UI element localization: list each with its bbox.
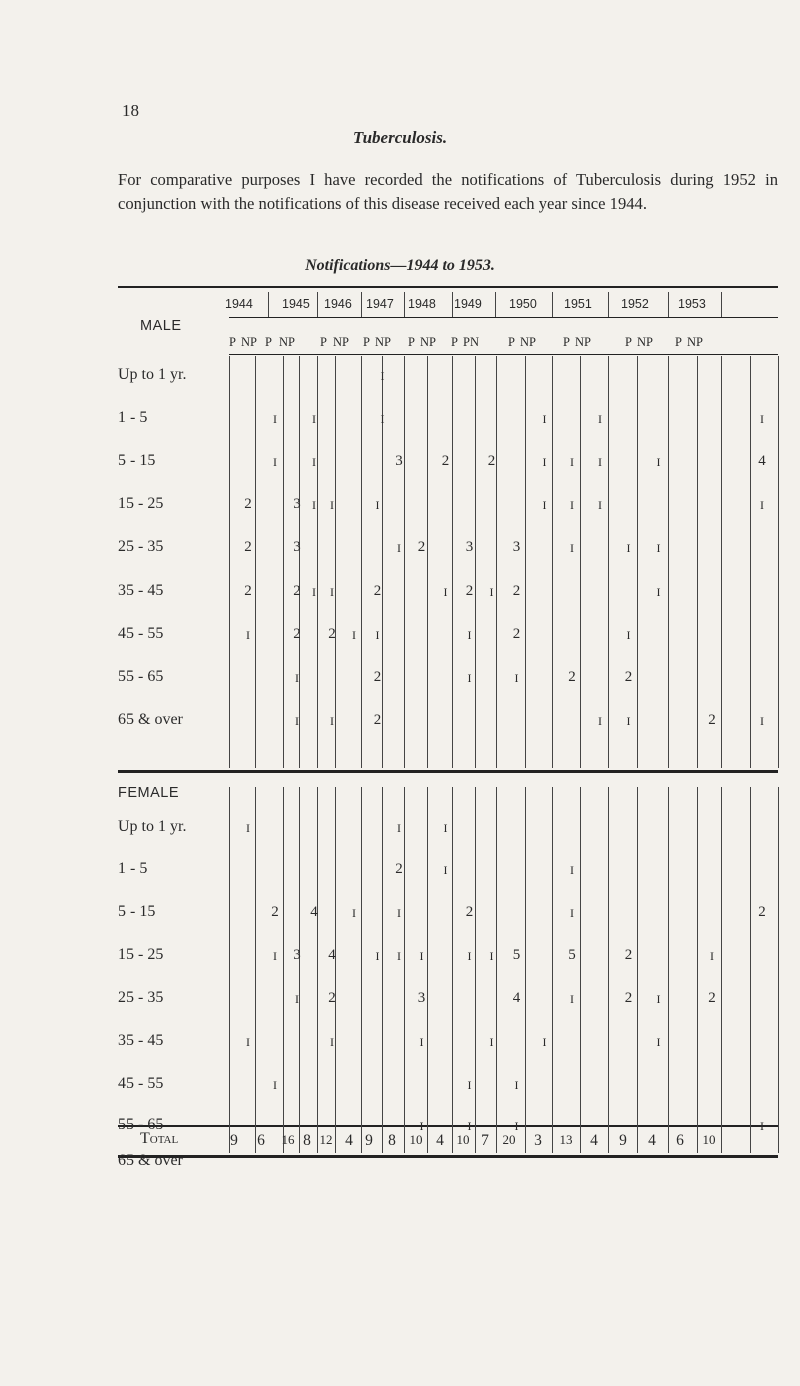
table-cell: I — [467, 1119, 472, 1133]
total-cell: 9 — [365, 1132, 373, 1149]
table-cell: I — [489, 585, 494, 599]
column-rule — [525, 787, 526, 1153]
table-cell: 2 — [293, 626, 301, 642]
year-divider — [268, 292, 269, 317]
row-label: 55 - 65 — [118, 1116, 164, 1133]
column-rule — [404, 787, 405, 1153]
year-header-1953: 1953 — [678, 297, 706, 311]
total-cell: 6 — [676, 1132, 684, 1149]
table-cell: I — [330, 585, 334, 599]
column-rule — [552, 356, 553, 768]
column-rule — [580, 356, 581, 768]
table-cell: 2 — [465, 583, 474, 599]
table-cell: I — [656, 585, 661, 599]
pnp-header: NP — [333, 335, 349, 349]
table-cell: 3 — [417, 990, 426, 1006]
table-cell: 2 — [441, 453, 450, 469]
table-cell: I — [570, 455, 574, 469]
table-cell: I — [419, 1119, 424, 1133]
row-label: Up to 1 yr. — [118, 366, 187, 383]
table-cell: 2 — [373, 669, 382, 685]
column-rule — [317, 787, 318, 1153]
column-rule — [475, 356, 476, 768]
year-header-1949: 1949 — [454, 297, 482, 311]
total-cell: 8 — [303, 1132, 311, 1149]
table-cell: 3 — [293, 539, 301, 555]
total-cell: 7 — [481, 1132, 489, 1149]
year-divider — [721, 292, 722, 317]
pnp-header: PN — [463, 335, 479, 349]
table-cell: I — [570, 498, 574, 512]
table-cell: 2 — [758, 904, 766, 920]
table-cell: I — [760, 1119, 764, 1133]
table-cell: I — [598, 714, 602, 728]
table-cell: 2 — [417, 539, 426, 555]
table-cell: 2 — [512, 583, 521, 599]
table-cell: I — [419, 949, 424, 963]
row-label: 65 & over — [118, 1152, 183, 1169]
total-cell: 20 — [502, 1132, 516, 1147]
table-cell: I — [656, 1035, 661, 1049]
table-cell: I — [656, 992, 661, 1006]
row-label: Up to 1 yr. — [118, 818, 187, 835]
row-label: 65 & over — [118, 711, 183, 728]
table-cell: 4 — [310, 904, 318, 920]
table-cell: I — [467, 1078, 472, 1092]
table-cell: I — [489, 949, 494, 963]
column-rule — [427, 787, 428, 1153]
table-cell: I — [598, 498, 602, 512]
table-cell: I — [656, 541, 661, 555]
table-cell: 2 — [624, 990, 633, 1006]
column-rule — [608, 787, 609, 1153]
year-divider — [495, 292, 496, 317]
total-cell: 10 — [409, 1132, 423, 1147]
table-cell: I — [330, 498, 334, 512]
table-cell: I — [295, 714, 299, 728]
table-cell: 2 — [512, 626, 521, 642]
table-cell: 2 — [708, 990, 716, 1006]
table-cell: 2 — [293, 583, 301, 599]
pnp-header: P — [408, 335, 415, 349]
table-cell: 2 — [271, 904, 279, 920]
table-cell: I — [626, 541, 631, 555]
column-rule — [552, 787, 553, 1153]
table-cell: I — [760, 714, 764, 728]
row-label: 1 - 5 — [118, 409, 148, 426]
year-divider — [361, 292, 362, 317]
table-cell: I — [419, 1035, 424, 1049]
column-rule — [668, 356, 669, 768]
column-rule — [452, 356, 453, 768]
total-cell: 4 — [345, 1132, 353, 1149]
year-divider — [552, 292, 553, 317]
row-label: 45 - 55 — [118, 1075, 164, 1092]
table-cell: 3 — [293, 947, 301, 963]
year-divider — [317, 292, 318, 317]
row-label: 25 - 35 — [118, 538, 164, 555]
female-bottom-rule — [118, 1125, 778, 1127]
column-rule — [697, 787, 698, 1153]
year-divider — [452, 292, 453, 317]
pnp-header: NP — [520, 335, 536, 349]
table-cell: I — [656, 455, 661, 469]
pnp-header: NP — [575, 335, 591, 349]
table-cell: I — [246, 821, 250, 835]
table-cell: 2 — [328, 990, 336, 1006]
row-label: 35 - 45 — [118, 1032, 164, 1049]
column-rule — [750, 787, 751, 1153]
table-cell: I — [489, 1035, 494, 1049]
column-rule — [637, 787, 638, 1153]
table-cell: 3 — [395, 453, 403, 469]
table-cell: I — [760, 412, 764, 426]
total-cell: 4 — [436, 1132, 444, 1149]
total-cell: 16 — [281, 1132, 295, 1147]
table-cell: I — [295, 671, 299, 685]
table-cell: I — [375, 498, 380, 512]
total-label: Total — [140, 1130, 179, 1147]
year-header-1945: 1945 — [282, 297, 310, 311]
table-cell: I — [246, 628, 250, 642]
column-rule — [361, 787, 362, 1153]
table-cell: I — [246, 1035, 250, 1049]
table-cell: I — [397, 906, 401, 920]
column-rule — [637, 356, 638, 768]
total-cell: 9 — [230, 1132, 238, 1149]
pnp-header: NP — [279, 335, 295, 349]
table-cell: I — [467, 949, 472, 963]
table-cell: 2 — [373, 583, 382, 599]
pnp-header: P — [229, 335, 236, 349]
column-rule — [335, 356, 336, 768]
total-cell: 4 — [648, 1132, 656, 1149]
pnp-under-rule — [229, 354, 778, 355]
table-cell: I — [273, 1078, 277, 1092]
table-cell: I — [375, 628, 380, 642]
table-cell: I — [542, 455, 547, 469]
column-rule — [382, 787, 383, 1153]
pnp-header: P — [265, 335, 272, 349]
table-cell: I — [380, 412, 385, 426]
table-cell: 2 — [624, 947, 633, 963]
column-rule — [668, 787, 669, 1153]
year-header-1947: 1947 — [366, 297, 394, 311]
table-cell: I — [570, 992, 574, 1006]
table-cell: 4 — [512, 990, 521, 1006]
table-cell: I — [626, 628, 631, 642]
pnp-header: NP — [241, 335, 257, 349]
table-cell: 2 — [487, 453, 496, 469]
row-label: 5 - 15 — [118, 452, 156, 469]
table-cell: I — [312, 412, 316, 426]
row-label: 45 - 55 — [118, 625, 164, 642]
table-cell: I — [542, 412, 547, 426]
pnp-header: NP — [637, 335, 653, 349]
table-cell: 2 — [244, 539, 252, 555]
row-label: 35 - 45 — [118, 582, 164, 599]
table-cell: I — [570, 863, 574, 877]
pnp-header: P — [363, 335, 370, 349]
pnp-header: P — [320, 335, 327, 349]
row-label: 5 - 15 — [118, 903, 156, 920]
year-under-rule — [229, 317, 778, 318]
year-header-1951: 1951 — [564, 297, 592, 311]
table-cell: I — [570, 541, 574, 555]
pnp-header: NP — [375, 335, 391, 349]
table-cell: I — [312, 455, 316, 469]
pnp-header: NP — [687, 335, 703, 349]
total-cell: 6 — [257, 1132, 265, 1149]
table-cell: 2 — [624, 669, 633, 685]
table-cell: I — [273, 455, 277, 469]
column-rule — [283, 787, 284, 1153]
year-header-1948: 1948 — [408, 297, 436, 311]
table-cell: I — [514, 671, 519, 685]
table-cell: 2 — [373, 712, 382, 728]
table-cell: I — [380, 369, 385, 383]
table-cell: I — [397, 821, 401, 835]
column-rule — [496, 787, 497, 1153]
table-cell: 2 — [244, 583, 252, 599]
table-cell: I — [330, 714, 334, 728]
column-rule — [778, 356, 779, 768]
column-rule — [299, 356, 300, 768]
table-cell: I — [397, 949, 401, 963]
year-header-1950: 1950 — [509, 297, 537, 311]
table-cell: 3 — [465, 539, 474, 555]
row-label: 1 - 5 — [118, 860, 148, 877]
table-cell: 4 — [758, 453, 766, 469]
year-divider — [668, 292, 669, 317]
column-rule — [404, 356, 405, 768]
table-cell: 3 — [293, 496, 301, 512]
table-cell: I — [467, 671, 472, 685]
table-cell: I — [273, 949, 277, 963]
column-rule — [697, 356, 698, 768]
column-rule — [452, 787, 453, 1153]
table-cell: I — [352, 628, 356, 642]
column-rule — [283, 356, 284, 768]
male-bottom-rule — [118, 770, 778, 773]
column-rule — [525, 356, 526, 768]
year-header-1952: 1952 — [621, 297, 649, 311]
pnp-header: P — [508, 335, 515, 349]
table-cell: I — [312, 585, 316, 599]
table-cell: I — [352, 906, 356, 920]
female-heading: FEMALE — [118, 785, 180, 801]
column-rule — [229, 787, 230, 1153]
column-rule — [299, 787, 300, 1153]
table-cell: 4 — [328, 947, 336, 963]
table-cell: I — [443, 863, 448, 877]
pnp-header: NP — [420, 335, 436, 349]
table-cell: 2 — [708, 712, 716, 728]
table-cell: 5 — [512, 947, 521, 963]
table-cell: I — [273, 412, 277, 426]
column-rule — [255, 356, 256, 768]
pnp-header: P — [675, 335, 682, 349]
column-rule — [608, 356, 609, 768]
column-rule — [721, 356, 722, 768]
table-cell: 2 — [568, 669, 576, 685]
table-cell: I — [295, 992, 299, 1006]
table-cell: I — [710, 949, 714, 963]
year-divider — [608, 292, 609, 317]
table-title: Notifications—1944 to 1953. — [305, 257, 495, 274]
column-rule — [475, 787, 476, 1153]
total-cell: 10 — [702, 1132, 716, 1147]
column-rule — [255, 787, 256, 1153]
year-divider — [404, 292, 405, 317]
row-label: 15 - 25 — [118, 495, 164, 512]
table-cell: I — [467, 628, 472, 642]
table-bottom-rule — [118, 1155, 778, 1158]
column-rule — [427, 356, 428, 768]
row-label: 15 - 25 — [118, 946, 164, 963]
table-cell: I — [330, 1035, 334, 1049]
intro-paragraph: For comparative purposes I have recorded the notifications of Tuberculosis during 1952 in conjunction with the notifications of this disease received each year since 1944. — [118, 170, 778, 213]
table-cell: I — [514, 1078, 519, 1092]
table-cell: I — [760, 498, 764, 512]
table-cell: I — [443, 821, 448, 835]
total-cell: 3 — [534, 1132, 542, 1149]
table-cell: I — [598, 455, 602, 469]
total-cell: 4 — [590, 1132, 598, 1149]
table-cell: 2 — [244, 496, 252, 512]
pnp-header: P — [625, 335, 632, 349]
table-cell: I — [397, 541, 401, 555]
column-rule — [721, 787, 722, 1153]
total-cell: 12 — [319, 1132, 333, 1147]
row-label: 55 - 65 — [118, 668, 164, 685]
table-cell: 3 — [512, 539, 521, 555]
pnp-header: P — [563, 335, 570, 349]
table-cell: I — [312, 498, 316, 512]
table-cell: I — [570, 906, 574, 920]
column-rule — [361, 356, 362, 768]
year-header-1944: 1944 — [225, 297, 253, 311]
column-rule — [335, 787, 336, 1153]
column-rule — [317, 356, 318, 768]
column-rule — [778, 787, 779, 1153]
total-cell: 13 — [559, 1132, 573, 1147]
table-cell: I — [542, 1035, 547, 1049]
year-header-1946: 1946 — [324, 297, 352, 311]
total-cell: 8 — [388, 1132, 396, 1149]
column-rule — [496, 356, 497, 768]
total-cell: 10 — [456, 1132, 470, 1147]
column-rule — [580, 787, 581, 1153]
table-cell: I — [514, 1119, 519, 1133]
table-top-rule — [118, 286, 778, 288]
table-cell: I — [598, 412, 602, 426]
table-cell: 2 — [465, 904, 474, 920]
male-heading: MALE — [140, 318, 182, 334]
table-cell: 2 — [395, 861, 403, 877]
table-cell: I — [626, 714, 631, 728]
row-label: 25 - 35 — [118, 989, 164, 1006]
table-cell: I — [375, 949, 380, 963]
table-cell: I — [443, 585, 448, 599]
pnp-header: P — [451, 335, 458, 349]
column-rule — [750, 356, 751, 768]
table-cell: 2 — [328, 626, 336, 642]
total-cell: 9 — [619, 1132, 627, 1149]
table-cell: I — [542, 498, 547, 512]
column-rule — [229, 356, 230, 768]
page-title: Tuberculosis. — [352, 128, 448, 147]
table-cell: 5 — [568, 947, 576, 963]
page-number: 18 — [122, 101, 139, 120]
